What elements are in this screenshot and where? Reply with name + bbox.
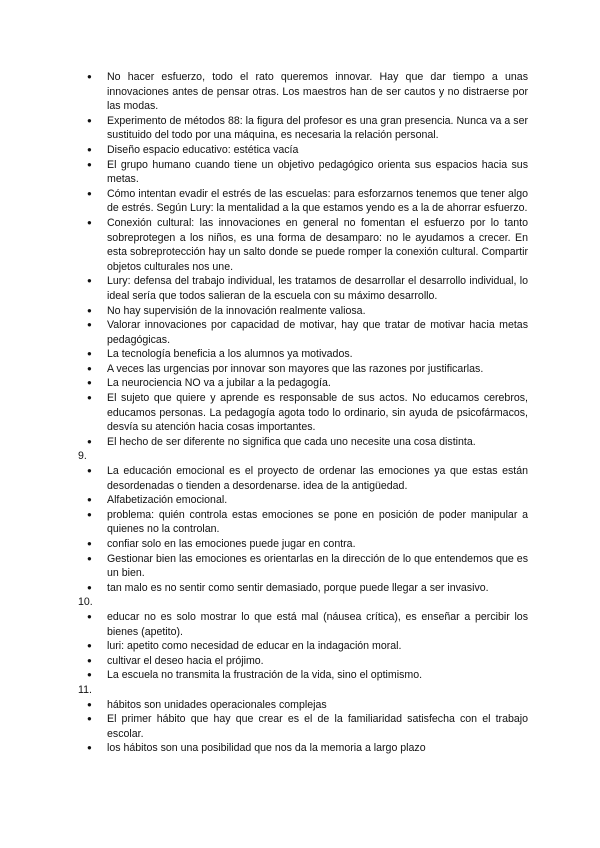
- list-item: ● La neurociencia NO va a jubilar a la pedagogía.: [78, 376, 528, 391]
- list-item: ● El sujeto que quiere y aprende es responsable de sus actos. No educamos cerebros, educamos personas. La pedagogía agota todo lo ordinario, sin ayuda de psicofármacos, desvía su atención hacia cosas importantes.: [78, 391, 528, 435]
- intro-bullet-list: [78, 70, 528, 449]
- list-item: ● Experimento de métodos 88: la figura del profesor es una gran presencia. Nunca va a ser sustituido del todo por una máquina, es necesaria la relación personal.: [78, 114, 528, 143]
- document-body: [78, 70, 528, 756]
- list-item: ● luri: apetito como necesidad de educar en la indagación moral.: [78, 639, 528, 654]
- list-item: ● Valorar innovaciones por capacidad de motivar, hay que tratar de motivar hacia metas pedagógicas.: [78, 318, 528, 347]
- list-item: ● Diseño espacio educativo: estética vacía: [78, 143, 528, 158]
- section-11-bullet-list: [78, 698, 528, 756]
- list-item: ● No hacer esfuerzo, todo el rato queremos innovar. Hay que dar tiempo a unas innovaciones antes de pensar otras. Los maestros han de ser cautos y no distraerse por las modas.: [78, 70, 528, 114]
- list-item: ● educar no es solo mostrar lo que está mal (náusea crítica), es enseñar a percibir los bienes (apetito).: [78, 610, 528, 639]
- list-item: ● El grupo humano cuando tiene un objetivo pedagógico orienta sus espacios hacia sus metas.: [78, 158, 528, 187]
- list-item: ● La educación emocional es el proyecto de ordenar las emociones ya que estas están desordenadas o tienden a desordenarse. idea de la antigüedad.: [78, 464, 528, 493]
- list-item: ● cultivar el deseo hacia el prójimo.: [78, 654, 528, 669]
- list-item: ● tan malo es no sentir como sentir demasiado, porque puede llegar a ser invasivo.: [78, 581, 528, 596]
- list-item: ● confiar solo en las emociones puede jugar en contra.: [78, 537, 528, 552]
- list-item: ● No hay supervisión de la innovación realmente valiosa.: [78, 304, 528, 319]
- list-item: ● El hecho de ser diferente no significa que cada uno necesite una cosa distinta.: [78, 435, 528, 450]
- section-10-bullet-list: [78, 610, 528, 683]
- list-item: ● hábitos son unidades operacionales complejas: [78, 698, 528, 713]
- list-item: ● La escuela no transmita la frustración de la vida, sino el optimismo.: [78, 668, 528, 683]
- list-item: ● La tecnología beneficia a los alumnos ya motivados.: [78, 347, 528, 362]
- list-item: ● Cómo intentan evadir el estrés de las escuelas: para esforzarnos tenemos que tener algo de estrés. Según Lury: la mentalidad a la que estamos yendo es a la de ahorrar esfuerzo.: [78, 187, 528, 216]
- list-item: ● problema: quién controla estas emociones se pone en posición de poder manipular a quienes no la controlan.: [78, 508, 528, 537]
- list-item: ● Conexión cultural: las innovaciones en general no fomentan el esfuerzo por lo tanto sobreprotegen a los niños, es una forma de desamparo: no le ayudamos a crecer. En esta sobreprotección hay un salto donde se puede romper la conexión cultural. Compartir objetos culturales nos une.: [78, 216, 528, 274]
- section-number-10: 10.: [78, 596, 93, 609]
- list-item: ● El primer hábito que hay que crear es el de la familiaridad satisfecha con el trabajo escolar.: [78, 712, 528, 741]
- section-number-11: 11.: [78, 683, 92, 696]
- section-9-bullet-list: [78, 464, 528, 595]
- list-item: ● Alfabetización emocional.: [78, 493, 528, 508]
- list-item: ● Gestionar bien las emociones es orientarlas en la dirección de lo que entendemos que es un bien.: [78, 552, 528, 581]
- list-item: ● los hábitos son una posibilidad que nos da la memoria a largo plazo: [78, 741, 528, 756]
- section-number-9: 9.: [78, 450, 87, 463]
- list-item: ● A veces las urgencias por innovar son mayores que las razones por justificarlas.: [78, 362, 528, 377]
- list-item: ● Lury: defensa del trabajo individual, les tratamos de desarrollar el desarrollo individual, lo ideal sería que todos salieran de la escuela con su máximo desarrollo.: [78, 274, 528, 303]
